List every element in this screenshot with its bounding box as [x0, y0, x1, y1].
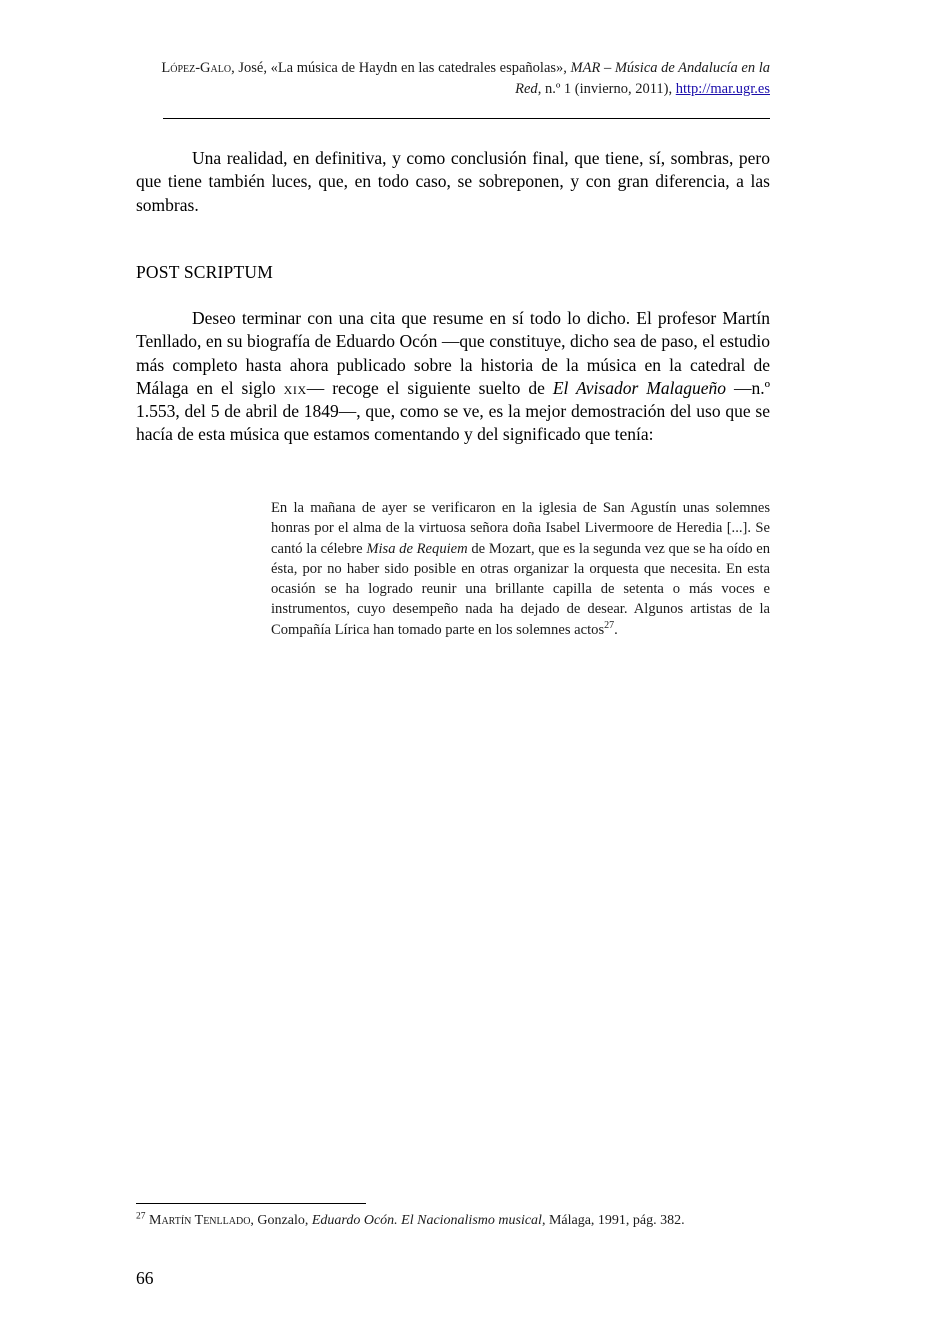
closing-paragraph-text-2: — recoge el siguiente suelto de: [306, 377, 553, 398]
header-author-surname: López-Galo: [161, 60, 232, 76]
footnote-number: 27: [136, 1211, 146, 1222]
header-issue: , n.º 1 (invierno, 2011),: [537, 81, 676, 97]
footnote-author: Martín Tenllado: [149, 1213, 251, 1228]
footnote-divider: [136, 1203, 366, 1204]
footnote-reference[interactable]: 27: [604, 619, 615, 631]
section-heading: POST SCRIPTUM: [136, 262, 273, 282]
conclusion-paragraph: Una realidad, en definitiva, y como conclusión final, que tiene, sí, sombras, pero que tiene también luces, que, en todo caso, se sobreponen, y con gran diferencia, a las sombras.: [136, 148, 770, 215]
footnote-title: Eduardo Ocón. El Nacionalismo musical: [311, 1213, 542, 1228]
block-quote: [271, 498, 770, 640]
header-divider: [163, 118, 770, 119]
closing-paragraph: [136, 307, 770, 447]
newspaper-title: El Avisador Malagueño: [552, 377, 726, 398]
footnote: [136, 1211, 776, 1231]
footnote-publication: , Málaga, 1991, pág. 382.: [541, 1213, 685, 1228]
century-numeral: xix: [283, 377, 307, 398]
footnote-author-rest: , Gonzalo,: [250, 1213, 312, 1228]
quote-text-1: En la mañana de ayer se verificaron en la iglesia de San Agustín unas solemnes honras por el alma de la virtuosa señora doña Isabel Livermoore de Heredia [...]. Se cantó la célebre: [271, 500, 770, 557]
page-number: 66: [136, 1268, 154, 1288]
header-url-link[interactable]: http://mar.ugr.es: [675, 81, 770, 97]
quote-work-title: Misa de Requiem: [366, 540, 468, 557]
running-header: [136, 58, 770, 100]
header-journal-title: MAR – Música de Andalucía en la Red: [515, 60, 770, 97]
quote-text-2: de Mozart, que es la segunda vez que se ha oído en ésta, por no haber sido posible en otras organizar la orquesta que necesita. En esta ocasión se ha logrado reunir una brillante capilla de setenta o más voces e instrumentos, cuyo desempeño nada ha dejado de desear. Algunos artistas de la Compañía Lírica han tomado parte en los solemnes actos: [271, 540, 771, 638]
closing-paragraph-text-1: Deseo terminar con una cita que resume en sí todo lo dicho. El profesor Martín Tenllado, en su biografía de Eduardo Ocón —que constituye, dicho sea de paso, el estudio más completo hasta ahora publicado sobre la historia de la música en la catedral de Málaga en el siglo: [136, 308, 770, 398]
closing-paragraph-text-3: —n.º 1.553, del 5 de abril de 1849—, que, como se ve, es la mejor demostración del uso que se hacía de esta música que estamos comentando y del significado que tenía:: [136, 377, 770, 445]
quote-end: .: [614, 621, 618, 638]
header-citation-text: , José, «La música de Haydn en las catedrales españolas»,: [231, 60, 571, 76]
